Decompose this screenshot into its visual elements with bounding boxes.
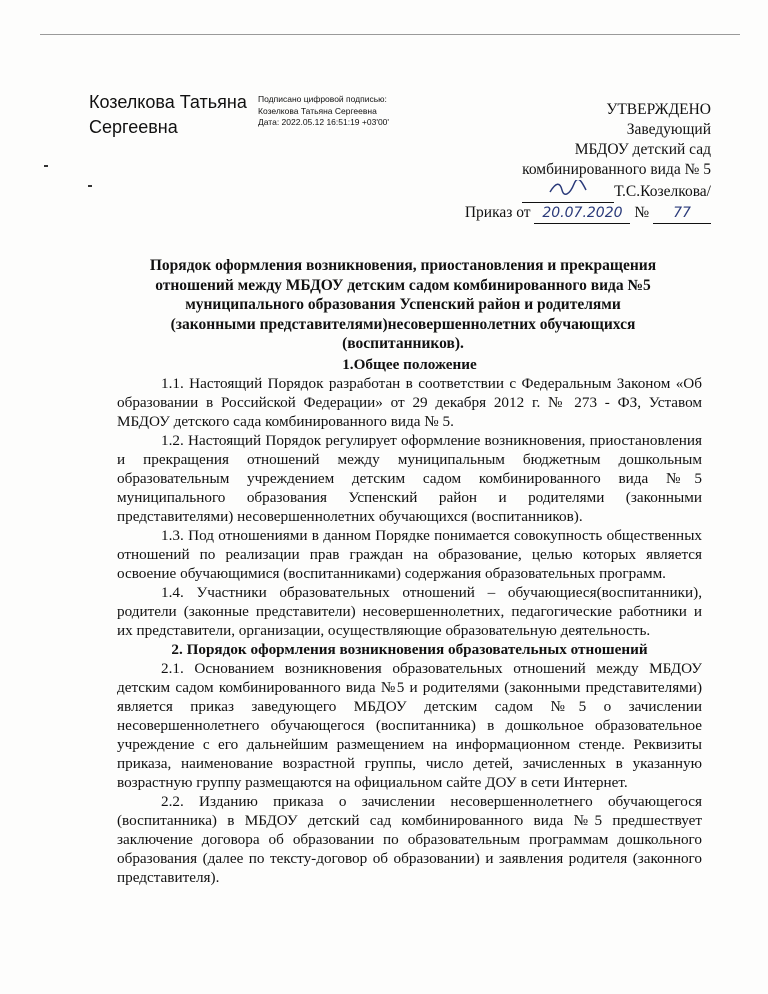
- approved-label: УТВЕРЖДЕНО: [606, 101, 711, 118]
- approver-org-line1: МБДОУ детский сад: [574, 141, 711, 158]
- signature-meta-line3: Дата: 2022.05.12 16:51:19 +03'00': [258, 117, 390, 127]
- title-line4: (законными представителями)несовершеннолетних обучающихся: [170, 315, 636, 333]
- approver-org-line2: комбинированного вида № 5: [522, 161, 711, 178]
- paragraph-2-2: 2.2. Изданию приказа о зачислении несовершеннолетнего обучающегося (воспитанника) в МБДОУ детский сад комбинированного вида №5 предшествует заключение договора об образовании по образовательным программам дошкольного образования (далее по тексту-договор об образовании) и заявления родителя (законного представителя).: [117, 793, 702, 886]
- title-line1: Порядок оформления возникновения, приостановления и прекращения: [149, 257, 657, 274]
- title-line3: муниципального образования Успенский район и родителями: [185, 296, 621, 313]
- paragraph-1-1: 1.1. Настоящий Порядок разработан в соответствии с Федеральным Законом «Об образовании в Российской Федерации» от 29 декабря 2012 г. № 273 - ФЗ, Уставом МБДОУ детского сада комбинированного вида № 5.: [117, 375, 702, 430]
- approver-position: Заведующий: [626, 121, 711, 138]
- signer-name-line2: Сергеевна: [89, 117, 178, 137]
- section-2-heading: 2. Порядок оформления возникновения образовательных отношений: [171, 641, 648, 658]
- scan-speck: [88, 185, 92, 187]
- signature-meta-line2: Козелкова Татьяна Сергеевна: [258, 105, 377, 116]
- paragraph-2-1: 2.1. Основанием возникновения образовательных отношений между МБДОУ детским садом комбинированного вида №5 и родителями (законными представителями) является приказ заведующего МБДОУ детским садом №5 о зачислении несовершеннолетнего обучающегося (воспитанника) в дошкольное образовательное учреждение с его дальнейшим размещением на информационном стенде. Реквизиты приказа, наименование возрастной группы, число детей, зачисленных в указанную возрастную группу размещаются на официальном сайте ДОУ в сети Интернет.: [117, 660, 702, 791]
- scan-speck: [44, 165, 48, 167]
- order-label: Приказ от: [464, 204, 531, 221]
- digital-signature-name: [89, 90, 259, 140]
- scan-edge-line: [40, 34, 740, 35]
- paragraph-1-4: 1.4. Участники образовательных отношений – обучающиеся(воспитанники), родители (законные представители) несовершеннолетних, педагогические работники и их представители, организации, осуществляющие образовательную деятельность.: [117, 584, 702, 639]
- order-number-label: №: [634, 204, 650, 221]
- paragraph-1-2: 1.2. Настоящий Порядок регулирует оформление возникновения, приостановления и прекращения отношений между муниципальным бюджетным дошкольным образовательным учреждением детским садом комбинированного вида №5 муниципального образования Успенский район и родителями (законными представителями) несовершеннолетних обучающихся (воспитанников).: [117, 432, 702, 525]
- paragraph-1-3: 1.3. Под отношениями в данном Порядке понимается совокупность общественных отношений по реализации прав граждан на образование, целью которых является освоение обучающимися (воспитанниками) содержания образовательных программ.: [117, 527, 702, 582]
- title-line5: (воспитанников).: [342, 335, 464, 352]
- approver-signature-line: [381, 180, 711, 203]
- handwritten-signature: [522, 180, 614, 203]
- order-number: 77: [653, 203, 711, 224]
- document-body: [117, 356, 702, 887]
- approval-block: [381, 100, 711, 224]
- document-title: [120, 256, 686, 354]
- signature-meta-line1: Подписано цифровой подписью:: [258, 94, 387, 104]
- order-date: 20.07.2020: [534, 203, 630, 224]
- title-line2: отношений между МБДОУ детским садом комбинированного вида №5: [155, 276, 651, 294]
- order-line: [381, 203, 711, 224]
- signer-name-line1: Козелкова Татьяна: [89, 92, 247, 112]
- section-1-heading: 1.Общее положение: [342, 356, 477, 373]
- approver-name: Т.С.Козелкова/: [614, 183, 711, 200]
- signature-scribble-icon: [548, 180, 588, 196]
